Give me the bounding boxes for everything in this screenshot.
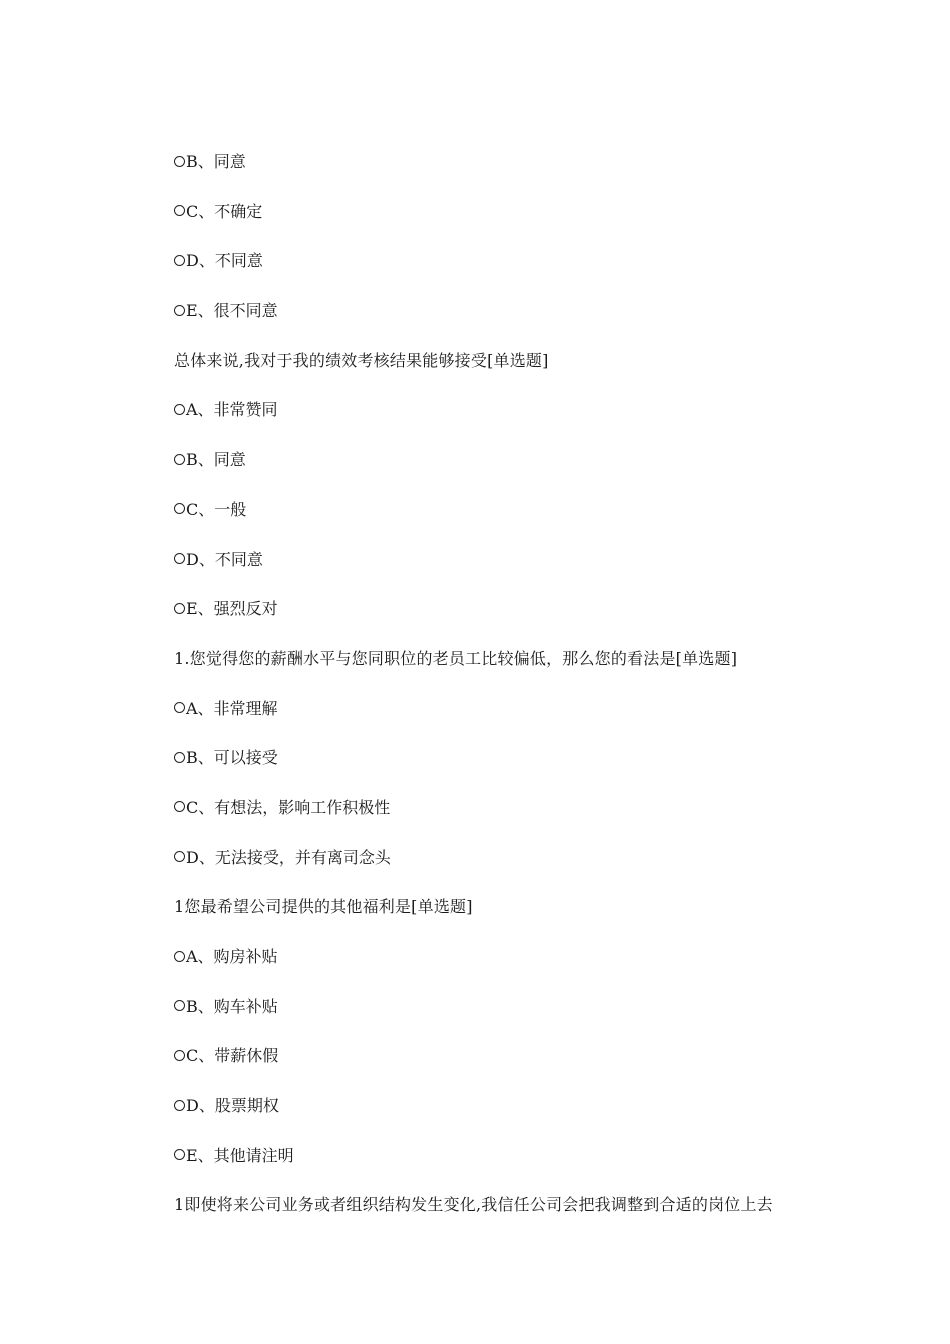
option-row[interactable] bbox=[174, 248, 874, 298]
radio-button-icon[interactable] bbox=[174, 752, 185, 763]
option-row[interactable] bbox=[174, 745, 874, 795]
option-row[interactable] bbox=[174, 447, 874, 497]
option-label: D、不同意 bbox=[186, 549, 263, 569]
radio-button-icon[interactable] bbox=[174, 801, 185, 812]
radio-button-icon[interactable] bbox=[174, 951, 185, 962]
option-row[interactable] bbox=[174, 1043, 874, 1093]
option-label: C、带薪休假 bbox=[186, 1046, 279, 1066]
option-label: B、同意 bbox=[186, 152, 246, 171]
option-label: D、股票期权 bbox=[186, 1096, 279, 1116]
question-text: 1您最希望公司提供的其他福利是[单选题] bbox=[174, 897, 473, 917]
option-row[interactable] bbox=[174, 298, 874, 348]
radio-button-icon[interactable] bbox=[174, 255, 185, 266]
survey-content bbox=[174, 149, 874, 1242]
option-label: A、购房补贴 bbox=[186, 947, 278, 966]
option-row[interactable] bbox=[174, 596, 874, 646]
radio-button-icon[interactable] bbox=[174, 404, 185, 415]
radio-button-icon[interactable] bbox=[174, 205, 185, 216]
option-label: D、无法接受，并有离司念头 bbox=[186, 847, 391, 867]
option-row[interactable] bbox=[174, 994, 874, 1044]
option-label: B、购车补贴 bbox=[186, 996, 278, 1016]
option-row[interactable] bbox=[174, 944, 874, 994]
radio-button-icon[interactable] bbox=[174, 702, 185, 713]
option-row[interactable] bbox=[174, 1143, 874, 1193]
option-row[interactable] bbox=[174, 845, 874, 895]
question-text: 1.您觉得您的薪酬水平与您同职位的老员工比较偏低，那么您的看法是[单选题] bbox=[174, 648, 738, 668]
option-row[interactable] bbox=[174, 397, 874, 447]
question-text: 总体来说,我对于我的绩效考核结果能够接受[单选题] bbox=[174, 350, 549, 370]
radio-button-icon[interactable] bbox=[174, 454, 185, 465]
radio-button-icon[interactable] bbox=[174, 1000, 185, 1011]
radio-button-icon[interactable] bbox=[174, 305, 185, 316]
option-row[interactable] bbox=[174, 795, 874, 845]
option-label: E、很不同意 bbox=[186, 301, 278, 321]
option-label: C、一般 bbox=[186, 499, 247, 519]
option-label: C、有想法，影响工作积极性 bbox=[186, 797, 391, 817]
radio-button-icon[interactable] bbox=[174, 603, 185, 614]
option-row[interactable] bbox=[174, 696, 874, 746]
option-row[interactable] bbox=[174, 1093, 874, 1143]
radio-button-icon[interactable] bbox=[174, 503, 185, 514]
question-text: 1即使将来公司业务或者组织结构发生变化,我信任公司会把我调整到合适的岗位上去 bbox=[174, 1195, 773, 1215]
option-label: A、非常理解 bbox=[186, 698, 278, 718]
option-label: C、不确定 bbox=[186, 201, 263, 221]
option-label: E、强烈反对 bbox=[186, 599, 278, 619]
option-row[interactable] bbox=[174, 149, 874, 199]
radio-button-icon[interactable] bbox=[174, 851, 185, 862]
radio-button-icon[interactable] bbox=[174, 1149, 185, 1160]
option-label: A、非常赞同 bbox=[186, 400, 278, 420]
option-label: D、不同意 bbox=[186, 251, 263, 271]
radio-button-icon[interactable] bbox=[174, 553, 185, 564]
option-label: B、可以接受 bbox=[186, 748, 278, 768]
option-row[interactable] bbox=[174, 547, 874, 597]
option-row[interactable] bbox=[174, 497, 874, 547]
radio-button-icon[interactable] bbox=[174, 156, 185, 167]
radio-button-icon[interactable] bbox=[174, 1100, 185, 1111]
option-label: B、同意 bbox=[186, 450, 246, 470]
radio-button-icon[interactable] bbox=[174, 1050, 185, 1061]
option-row[interactable] bbox=[174, 199, 874, 249]
option-label: E、其他请注明 bbox=[186, 1145, 294, 1165]
